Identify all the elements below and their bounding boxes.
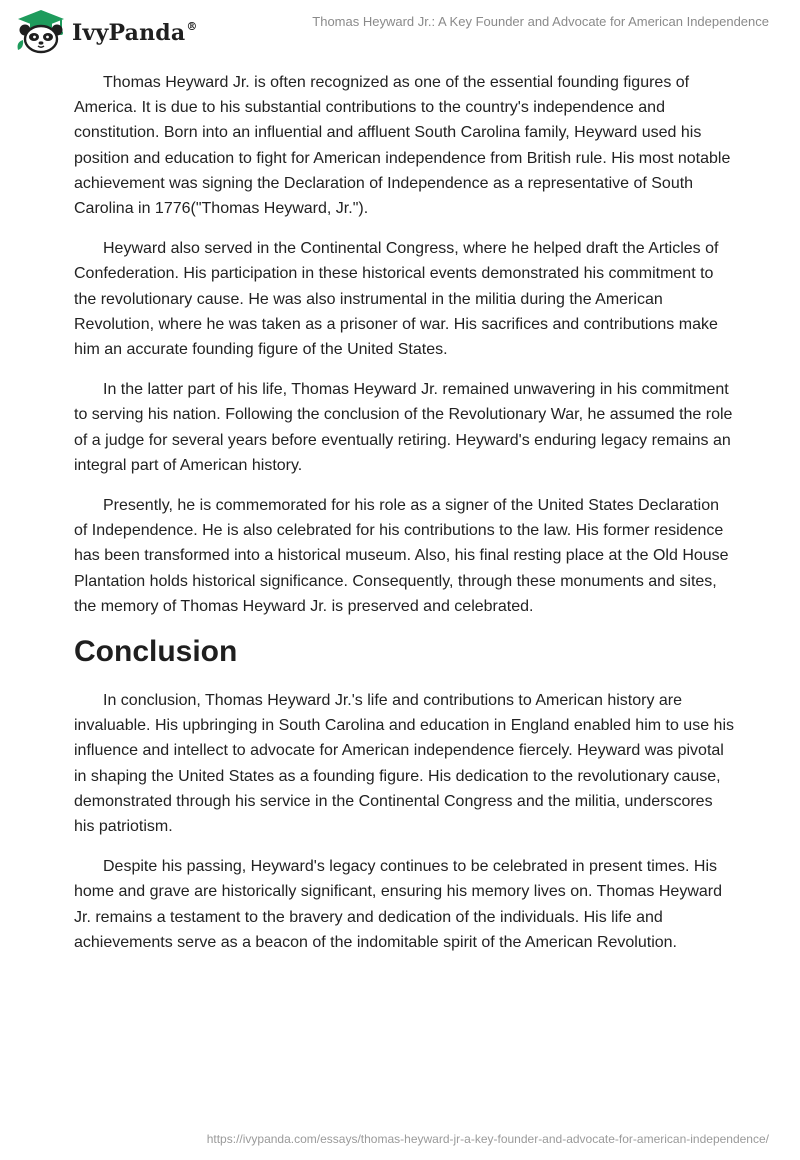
essay-paragraph: Presently, he is commemorated for his role as a signer of the United States Declaration of Independence. He is also celebrated for his contributions to the law. His former residence has been transformed into a historical museum. Also, his final resting place at the Old House Plantation holds historical significance. Consequently, through these monuments and sites, the memory of Thomas Heyward Jr. is preserved and celebrated. [74,497,729,615]
brand-name: IvyPanda® [72,19,198,46]
ivypanda-logo[interactable] [14,8,198,54]
page-header [0,0,800,60]
registered-mark: ® [186,19,198,33]
panda-graduate-icon [14,8,68,54]
conclusion-heading: Conclusion [74,635,238,669]
essay-paragraph: Despite his passing, Heyward's legacy continues to be celebrated in present times. His home and grave are historically significant, ensuring his memory lives on. Thomas Heyward Jr. remains a testament to the bravery and dedication of the individuals. His life and achievements serve as a beacon of the indomitable spirit of the American Revolution. [74,858,722,951]
document-title: Thomas Heyward Jr.: A Key Founder and Advocate for American Independence [312,14,769,29]
essay-paragraph: Thomas Heyward Jr. is often recognized as one of the essential founding figures of America. It is due to his substantial contributions to the country's independence and constitution. Born into an influential and affluent South Carolina family, Heyward used his position and education to fight for American independence from British rule. His most notable achievement was signing the Declaration of Independence as a representative of South Carolina in 1776("Thomas Heyward, Jr."). [74,74,731,218]
essay-paragraph: In conclusion, Thomas Heyward Jr.'s life and contributions to American history are invaluable. His upbringing in South Carolina and education in England enabled him to use his influence and intellect to advocate for American independence fiercely. Heyward was pivotal in shaping the United States as a founding figure. His dedication to the revolutionary cause, demonstrated through his service in the Continental Congress and the militia, underscores his patriotism. [74,692,734,836]
essay-content [74,70,734,970]
essay-paragraph: Heyward also served in the Continental Congress, where he helped draft the Articles of Confederation. His participation in these historical events demonstrated his commitment to the revolutionary cause. He was also instrumental in the militia during the American Revolution, where he was taken as a prisoner of war. His sacrifices and contributions make him an accurate founding figure of the United States. [74,240,719,359]
source-url[interactable]: https://ivypanda.com/essays/thomas-heyward-jr-a-key-founder-and-advocate-for-american-independence/ [206,1132,769,1146]
essay-paragraph: In the latter part of his life, Thomas Heyward Jr. remained unwavering in his commitment to serving his nation. Following the conclusion of the Revolutionary War, he assumed the role of a judge for several years before eventually retiring. Heyward's enduring legacy remains an integral part of American history. [74,381,733,474]
